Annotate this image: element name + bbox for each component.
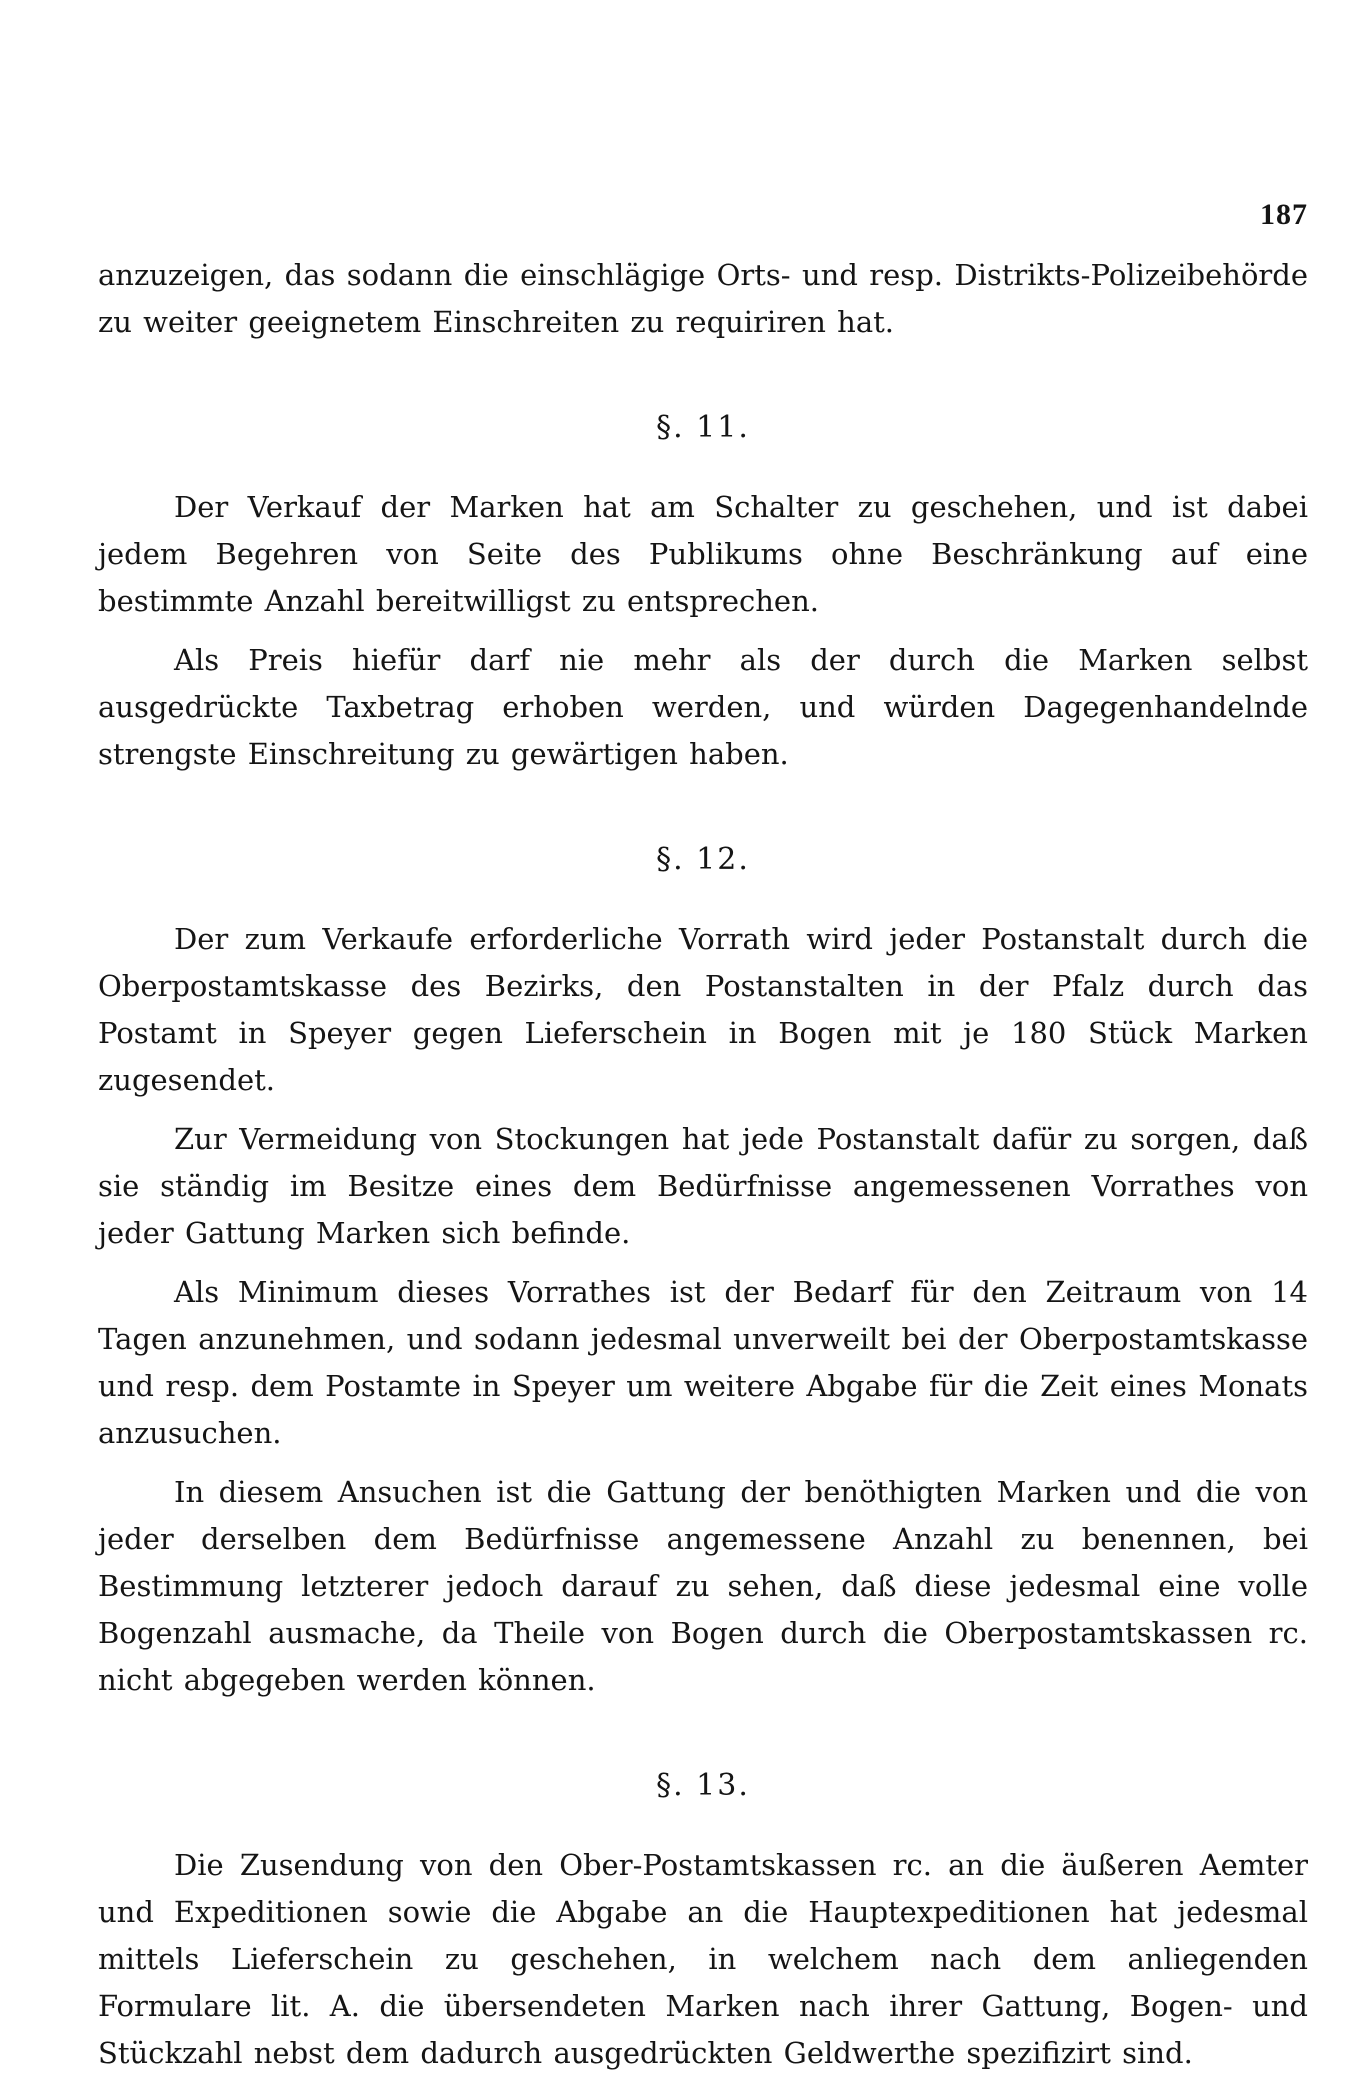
section-heading-12: §. 12. [656, 842, 750, 877]
section-12-paragraph-2: Zur Vermeidung von Stockungen hat jede Postanstalt dafür zu sorgen, daß sie ständig im Besitze eines dem Bedürfnisse angemessenen Vorrathes von jeder Gattung Marken sich befinde. [98, 1122, 1308, 1250]
page-number: 187 [1260, 198, 1308, 231]
intro-paragraph: anzuzeigen, das sodann die einschlägige Orts- und resp. Distrikts-Polizeibehörde zu weiter geeignetem Einschreiten zu requiriren hat. [98, 258, 1308, 339]
page-content [98, 252, 1308, 2077]
section-12-paragraph-3: Als Minimum dieses Vorrathes ist der Bedarf für den Zeitraum von 14 Tagen anzunehmen, und sodann jedesmal unverweilt bei der Oberpostamtskasse und resp. dem Postamte in Speyer um weitere Abgabe für die Zeit eines Monats anzusuchen. [98, 1275, 1308, 1450]
section-heading-13: §. 13. [656, 1768, 750, 1803]
document-page [98, 0, 1308, 2070]
section-12-paragraph-4: In diesem Ansuchen ist die Gattung der benöthigten Marken und die von jeder derselben dem Bedürfnisse angemessene Anzahl zu benennen, bei Bestimmung letzterer jedoch darauf zu sehen, daß diese jedesmal eine volle Bogenzahl ausmache, da Theile von Bogen durch die Oberpostamtskassen rc. nicht abgegeben werden können. [98, 1475, 1308, 1697]
section-11-paragraph-2: Als Preis hiefür darf nie mehr als der durch die Marken selbst ausgedrückte Taxbetrag erhoben werden, und würden Dagegenhandelnde strengste Einschreitung zu gewärtigen haben. [98, 643, 1308, 771]
section-11-paragraph-1: Der Verkauf der Marken hat am Schalter zu geschehen, und ist dabei jedem Begehren von Seite des Publikums ohne Beschränkung auf eine bestimmte Anzahl bereitwilligst zu entsprechen. [98, 490, 1308, 618]
section-12-paragraph-1: Der zum Verkaufe erforderliche Vorrath wird jeder Postanstalt durch die Oberpostamtskasse des Bezirks, den Postanstalten in der Pfalz durch das Postamt in Speyer gegen Lieferschein in Bogen mit je 180 Stück Marken zugesendet. [98, 922, 1308, 1097]
section-13-paragraph-1: Die Zusendung von den Ober-Postamtskassen rc. an die äußeren Aemter und Expeditionen sowie die Abgabe an die Hauptexpeditionen hat jedesmal mittels Lieferschein zu geschehen, in welchem nach dem anliegenden Formulare lit. A. die übersendeten Marken nach ihrer Gattung, Bogen- und Stückzahl nebst dem dadurch ausgedrückten Geldwerthe spezifizirt sind. [98, 1848, 1308, 2070]
section-heading-11: §. 11. [656, 410, 750, 445]
